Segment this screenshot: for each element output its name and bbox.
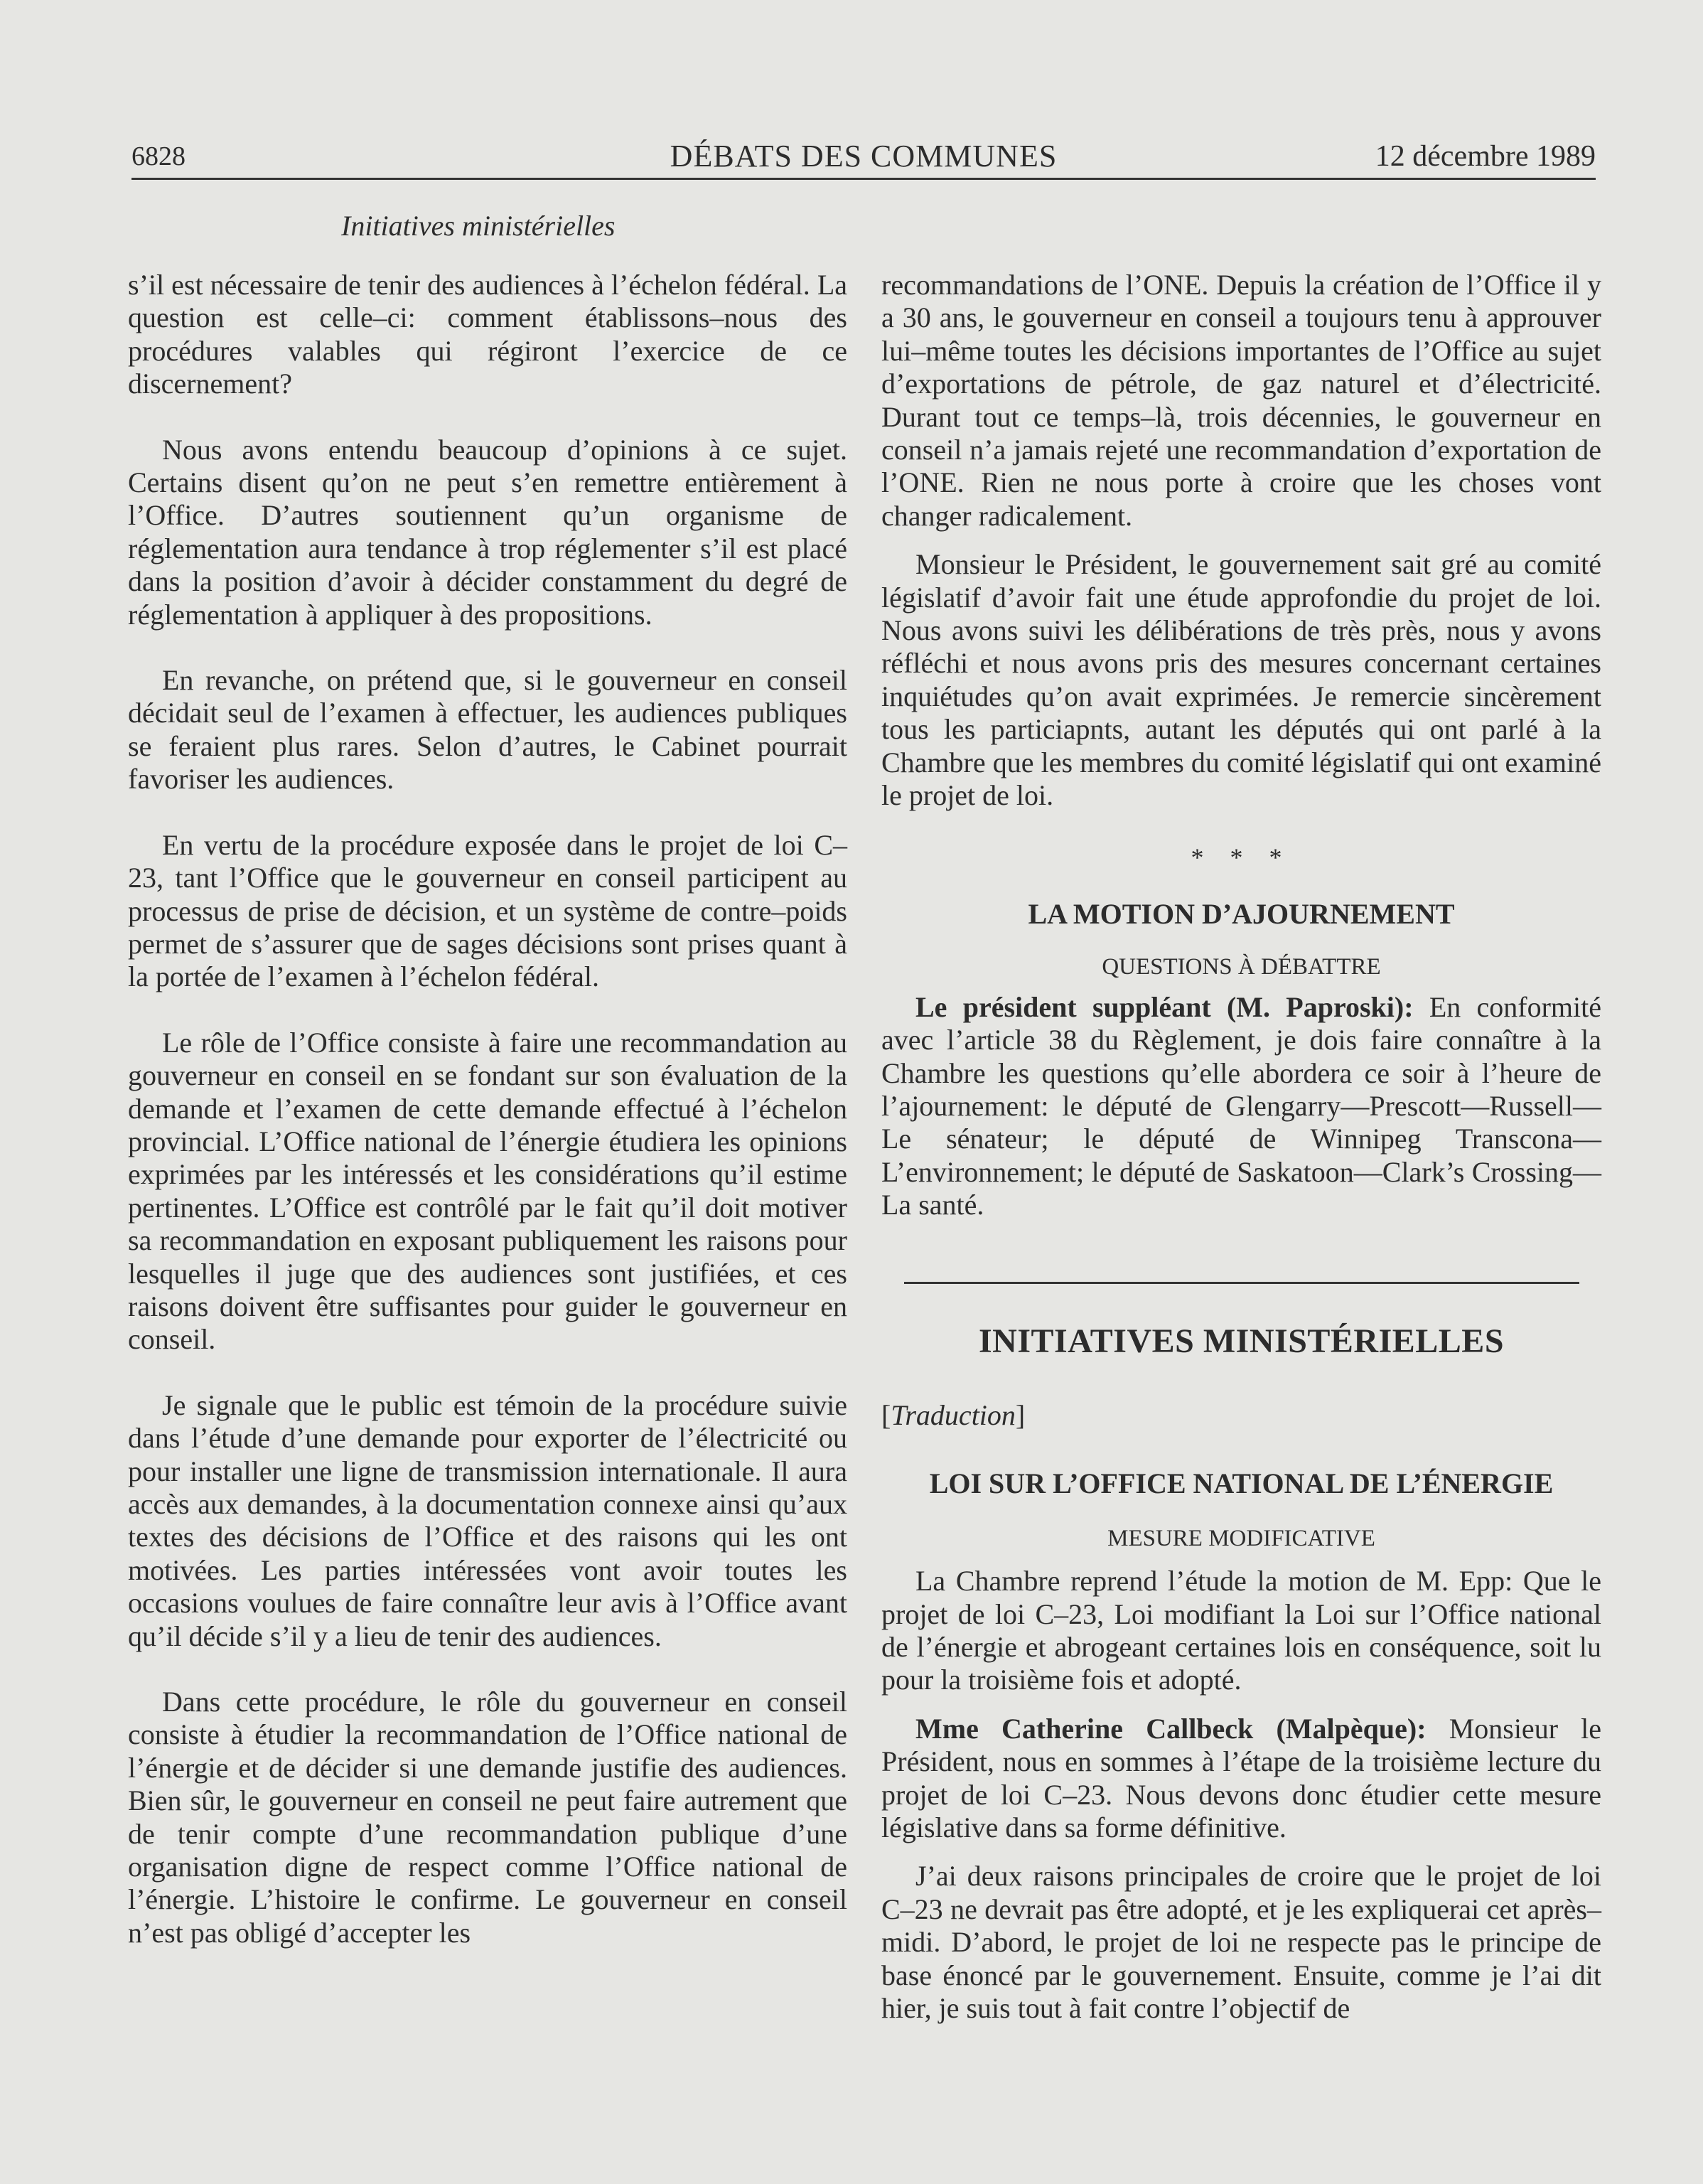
paragraph: J’ai deux raisons principales de croire que le projet de loi C–23 ne devrait pas être adopté, et je les expliquerai cet après–midi. D’abord, le projet de loi ne respecte pas le principe de base énoncé par le gouvernement. Ensuite, comme je l’ai dit hier, je suis tout à fait contre l’objectif de bbox=[881, 1860, 1601, 2025]
speaker-name: Mme Catherine Callbeck (Malpèque): bbox=[915, 1712, 1427, 1745]
bill-subheading: MESURE MODIFICATIVE bbox=[1107, 1525, 1375, 1551]
speech-text: En conformité avec l’article 38 du Règlement, je dois faire connaître à la Chambre les questions qu’elle abordera ce soir à l’heure de l’ajournement: le député de Glengarry—Prescott—Russell—Le sénateur; le député de Winnipeg Transcona—L’environnement; le député de Saskatoon—Clark’s Crossing—La santé. bbox=[881, 990, 1602, 1221]
page-header bbox=[131, 135, 1596, 180]
section-heading: INITIATIVES MINISTÉRIELLES bbox=[978, 1322, 1505, 1360]
translation-note: [Traduction] bbox=[881, 1398, 1026, 1431]
paragraph: Dans cette procédure, le rôle du gouverneur en conseil consiste à étudier la recommandation de l’Office national de l’énergie et de décider si une demande justifie des audiences. Bien sûr, le gouverneur en conseil ne peut faire autrement que de tenir compte d’une recommandation publique d’une organisation digne de respect comme l’Office national de l’énergie. L’histoire le confirme. Le gouverneur en conseil n’est pas obligé d’accepter les bbox=[128, 1686, 847, 1949]
paragraph: recommandations de l’ONE. Depuis la création de l’Office il y a 30 ans, le gouverneur en conseil a toujours tenu à approuver lui–même toutes les décisions importantes de l’Office au sujet d’exportations de pétrole, de gaz naturel et d’électricité. Durant tout ce temps–là, trois décennies, le gouverneur en conseil n’a jamais rejeté une recommandation d’exportation de l’ONE. Rien ne nous porte à croire que les choses vont changer radicalement. bbox=[881, 269, 1601, 532]
running-head: Initiatives ministérielles bbox=[341, 210, 616, 242]
paragraph: Monsieur le Président, le gouvernement sait gré au comité législatif d’avoir fait une étude approfondie du projet de loi. Nous avons suivi les délibérations de très près, nous y avons réfléchi et nous avons pris des mesures concernant certaines inquiétudes qu’on avait exprimées. Je remercie sincèrement tous les particiapnts, autant les députés qui ont parlé à la Chambre que les membres du comité législatif qui ont examiné le projet de loi. bbox=[881, 548, 1601, 812]
bill-heading: LOI SUR L’OFFICE NATIONAL DE L’ÉNERGIE bbox=[929, 1467, 1554, 1500]
issue-date: 12 décembre 1989 bbox=[1375, 140, 1596, 173]
paragraph: En revanche, on prétend que, si le gouverneur en conseil décidait seul de l’examen à effectuer, les audiences publiques se feraient plus rares. Selon d’autres, le Cabinet pourrait favoriser les audiences. bbox=[128, 664, 847, 796]
left-column bbox=[128, 269, 847, 1949]
journal-title: DÉBATS DES COMMUNES bbox=[670, 139, 1058, 173]
paragraph: En vertu de la procédure exposée dans le projet de loi C–23, tant l’Office que le gouverneur en conseil participent au processus de prise de décision, et un système de contre–poids permet de s’assurer que de sages décisions sont prises quant à la portée de l’examen à l’échelon fédéral. bbox=[128, 828, 847, 993]
speech-paragraph bbox=[881, 991, 1601, 1222]
horizontal-rule bbox=[904, 1282, 1579, 1284]
adjournment-heading: LA MOTION D’AJOURNEMENT bbox=[1028, 897, 1455, 930]
adjournment-subheading: QUESTIONS À DÉBATTRE bbox=[1102, 954, 1381, 980]
section-separator: * * * bbox=[1191, 842, 1292, 872]
speaker-name: Le président suppléant (M. Paproski): bbox=[915, 990, 1414, 1023]
paragraph: Nous avons entendu beaucoup d’opinions à ce sujet. Certains disent qu’on ne peut s’en remettre entièrement à l’Office. D’autres soutiennent qu’un organisme de réglementation aura tendance à trop réglementer s’il est placé dans la position d’avoir à décider constamment du degré de réglementation à appliquer à des propositions. bbox=[128, 433, 847, 631]
paragraph: Je signale que le public est témoin de la procédure suivie dans l’étude d’une demande pour exporter de l’électricité ou pour installer une ligne de transmission internationale. Il aura accès aux demandes, à la documentation connexe ainsi qu’aux textes des décisions de l’Office et des raisons qui les ont motivées. Les parties intéressées vont avoir toutes les occasions voulues de faire connaître leur avis à l’Office avant qu’il décide s’il y a lieu de tenir des audiences. bbox=[128, 1388, 847, 1652]
page-number: 6828 bbox=[131, 141, 186, 171]
translation-label: Traduction bbox=[891, 1398, 1016, 1431]
paragraph: Le rôle de l’Office consiste à faire une recommandation au gouverneur en conseil en se fondant sur son évaluation de la demande et l’examen de cette demande effectué à l’échelon provincial. L’Office national de l’énergie étudiera les opinions exprimées par les intéressés et les considérations qu’il estime pertinentes. L’Office est contrôlé par le fait qu’il doit motiver sa recommandation en exposant publiquement les raisons pour lesquelles il juge que des audiences sont justifiées, et ces raisons doivent être suffisantes pour guider le gouverneur en conseil. bbox=[128, 1026, 847, 1356]
paragraph: La Chambre reprend l’étude la motion de M. Epp: Que le projet de loi C–23, Loi modifiant la Loi sur l’Office national de l’énergie et abrogeant certaines lois en conséquence, soit lu pour la troisième fois et adopté. bbox=[881, 1565, 1601, 1696]
speech-paragraph bbox=[881, 1713, 1601, 1845]
speech-text: Monsieur le Président, nous en sommes à l’étape de la troisième lecture du projet de loi C–23. Nous devons donc étudier cette mesure législative dans sa forme définitive. bbox=[881, 1712, 1602, 1844]
right-column bbox=[881, 269, 1601, 2025]
paragraph: s’il est nécessaire de tenir des audiences à l’échelon fédéral. La question est celle–ci: comment établissons–nous des procédures valables qui régiront l’exercice de ce discernement? bbox=[128, 269, 847, 400]
